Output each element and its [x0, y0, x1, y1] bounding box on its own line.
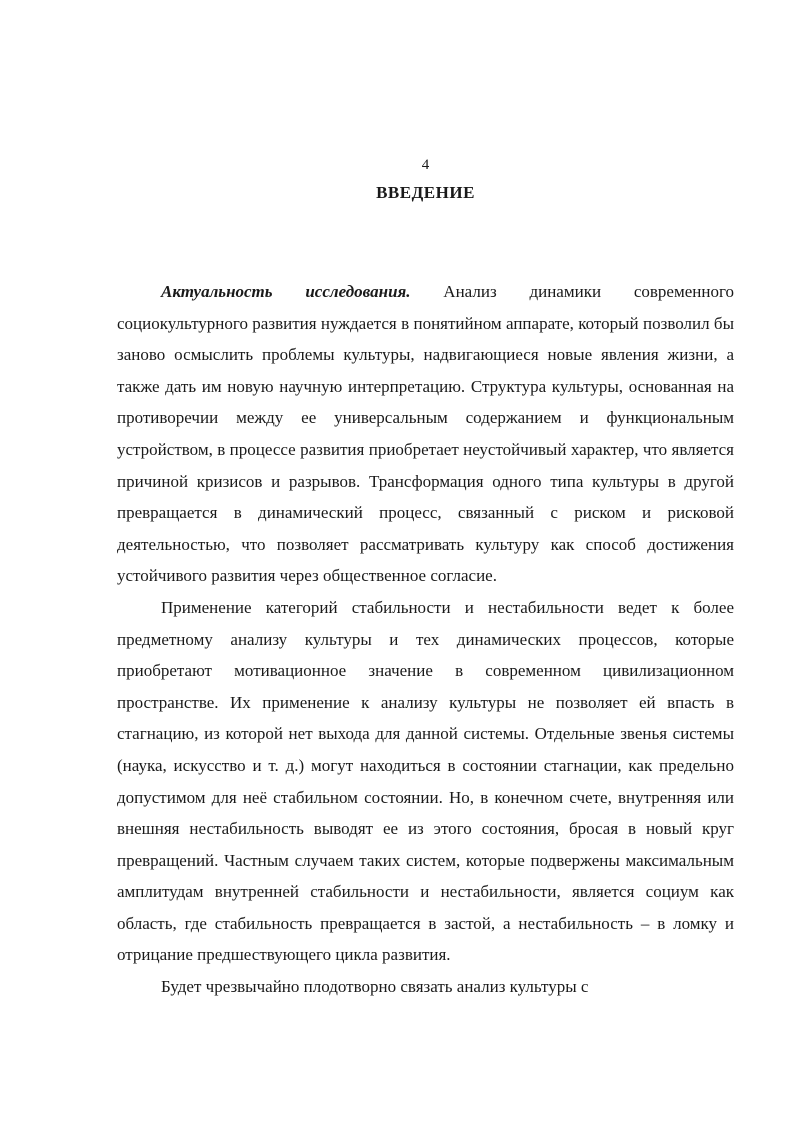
- paragraph-relevance: [117, 276, 734, 592]
- paragraph-continuation: Будет чрезвычайно плодотворно связать анализ культуры с: [161, 977, 589, 997]
- paragraph-categories: Применение категорий стабильности и нестабильности ведет к более предметному анализу культуры и тех динамических процессов, которые приобретают мотивационное значение в современном цивилизационном пространстве. Их применение к анализу культуры не позволяет ей впасть в стагнацию, из которой нет выхода для данной системы. Отдельные звенья системы (наука, искусство и т. д.) могут находиться в состоянии стагнации, как предельно допустимом для неё стабильном состоянии. Но, в конечном счете, внутренняя или внешняя нестабильность выводят ее из этого состояния, бросая в новый круг превращений. Частным случаем таких систем, которые подвержены максимальным амплитудам внутренней стабильности и нестабильности, является социум как область, где стабильность превращается в застой, а нестабильность – в ломку и отрицание предшествующего цикла развития.: [117, 597, 734, 965]
- page-title: ВВЕДЕНИЕ: [376, 183, 475, 202]
- paragraph-lead: Актуальность исследования.: [161, 282, 411, 301]
- body-text: [117, 276, 734, 1003]
- paragraph-text: Анализ динамики современного социокультурного развития нуждается в понятийном аппарате, который позволил бы заново осмыслить проблемы культуры, надвигающиеся новые явления жизни, а также дать им новую научную интерпретацию. Структура культуры, основанная на противоречии между ее универсальным содержанием и функциональным устройством, в процессе развития приобретает неустойчивый характер, что является причиной кризисов и разрывов. Трансформация одного типа культуры в другой превращается в динамический процесс, связанный с риском и рисковой деятельностью, что позволяет рассматривать культуру как способ достижения устойчивого развития через общественное согласие.: [117, 282, 734, 586]
- page-number: 4: [421, 157, 430, 173]
